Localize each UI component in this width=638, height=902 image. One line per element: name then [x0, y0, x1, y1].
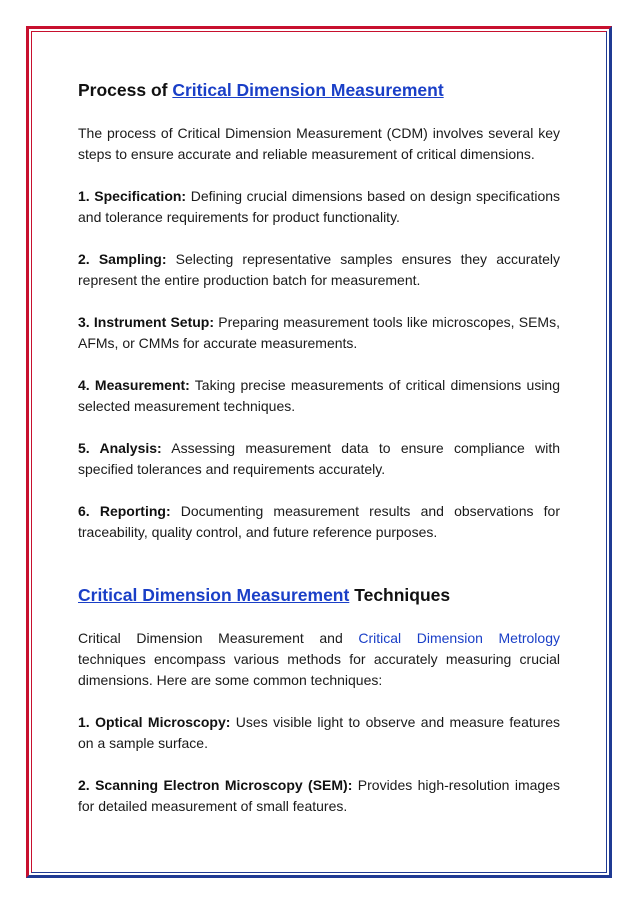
step-label: 4. Measurement: [78, 377, 190, 393]
step-sampling [78, 249, 560, 291]
step-label: 3. Instrument Setup: [78, 314, 215, 330]
techniques-intro [78, 628, 560, 691]
cd-metrology-link[interactable]: Critical Dimension Metrology [358, 630, 560, 646]
step-text: Taking precise measurements of critical dimensions using selected measurement techniques. [78, 377, 561, 414]
technique-optical-microscopy [78, 712, 560, 754]
section-title-prefix: Process of [78, 80, 173, 100]
step-text: Documenting measurement results and observations for traceability, quality control, and future reference purposes. [78, 503, 560, 540]
technique-text: Provides high-resolution images for detailed measurement of small features. [78, 777, 560, 814]
technique-label: 2. Scanning Electron Microscopy (SEM): [78, 777, 353, 793]
step-measurement [78, 375, 560, 417]
intro-text-after: techniques encompass various methods for accurately measuring crucial dimensions. Here are some common techniques: [78, 651, 560, 688]
step-label: 2. Sampling: [78, 251, 167, 267]
section-title-techniques [78, 583, 560, 607]
step-text: Defining crucial dimensions based on design specifications and tolerance requirements for product functionality. [78, 188, 561, 225]
document-content [78, 72, 560, 817]
step-text: Assessing measurement data to ensure compliance with specified tolerances and requirements accurately. [78, 440, 561, 477]
technique-text: Uses visible light to observe and measure features on a sample surface. [78, 714, 561, 751]
step-label: 6. Reporting: [78, 503, 171, 519]
technique-label: 1. Optical Microscopy: [78, 714, 231, 730]
step-specification [78, 186, 560, 228]
cdm-techniques-link[interactable]: Critical Dimension Measurement [78, 585, 350, 605]
cdm-title-link[interactable]: Critical Dimension Measurement [172, 80, 444, 100]
step-reporting [78, 501, 560, 543]
step-label: 5. Analysis: [78, 440, 162, 456]
section-title-process [78, 78, 560, 102]
technique-sem [78, 775, 560, 817]
step-analysis [78, 438, 560, 480]
section-title-suffix: Techniques [349, 585, 451, 605]
intro-text-before: Critical Dimension Measurement and [78, 630, 359, 646]
step-instrument-setup [78, 312, 560, 354]
step-text: Preparing measurement tools like microscopes, SEMs, AFMs, or CMMs for accurate measurements. [78, 314, 560, 351]
step-label: 1. Specification: [78, 188, 187, 204]
process-intro: The process of Critical Dimension Measurement (CDM) involves several key steps to ensure accurate and reliable measurement of critical dimensions. [78, 125, 560, 162]
step-text: Selecting representative samples ensures they accurately represent the entire production batch for measurement. [78, 251, 561, 288]
